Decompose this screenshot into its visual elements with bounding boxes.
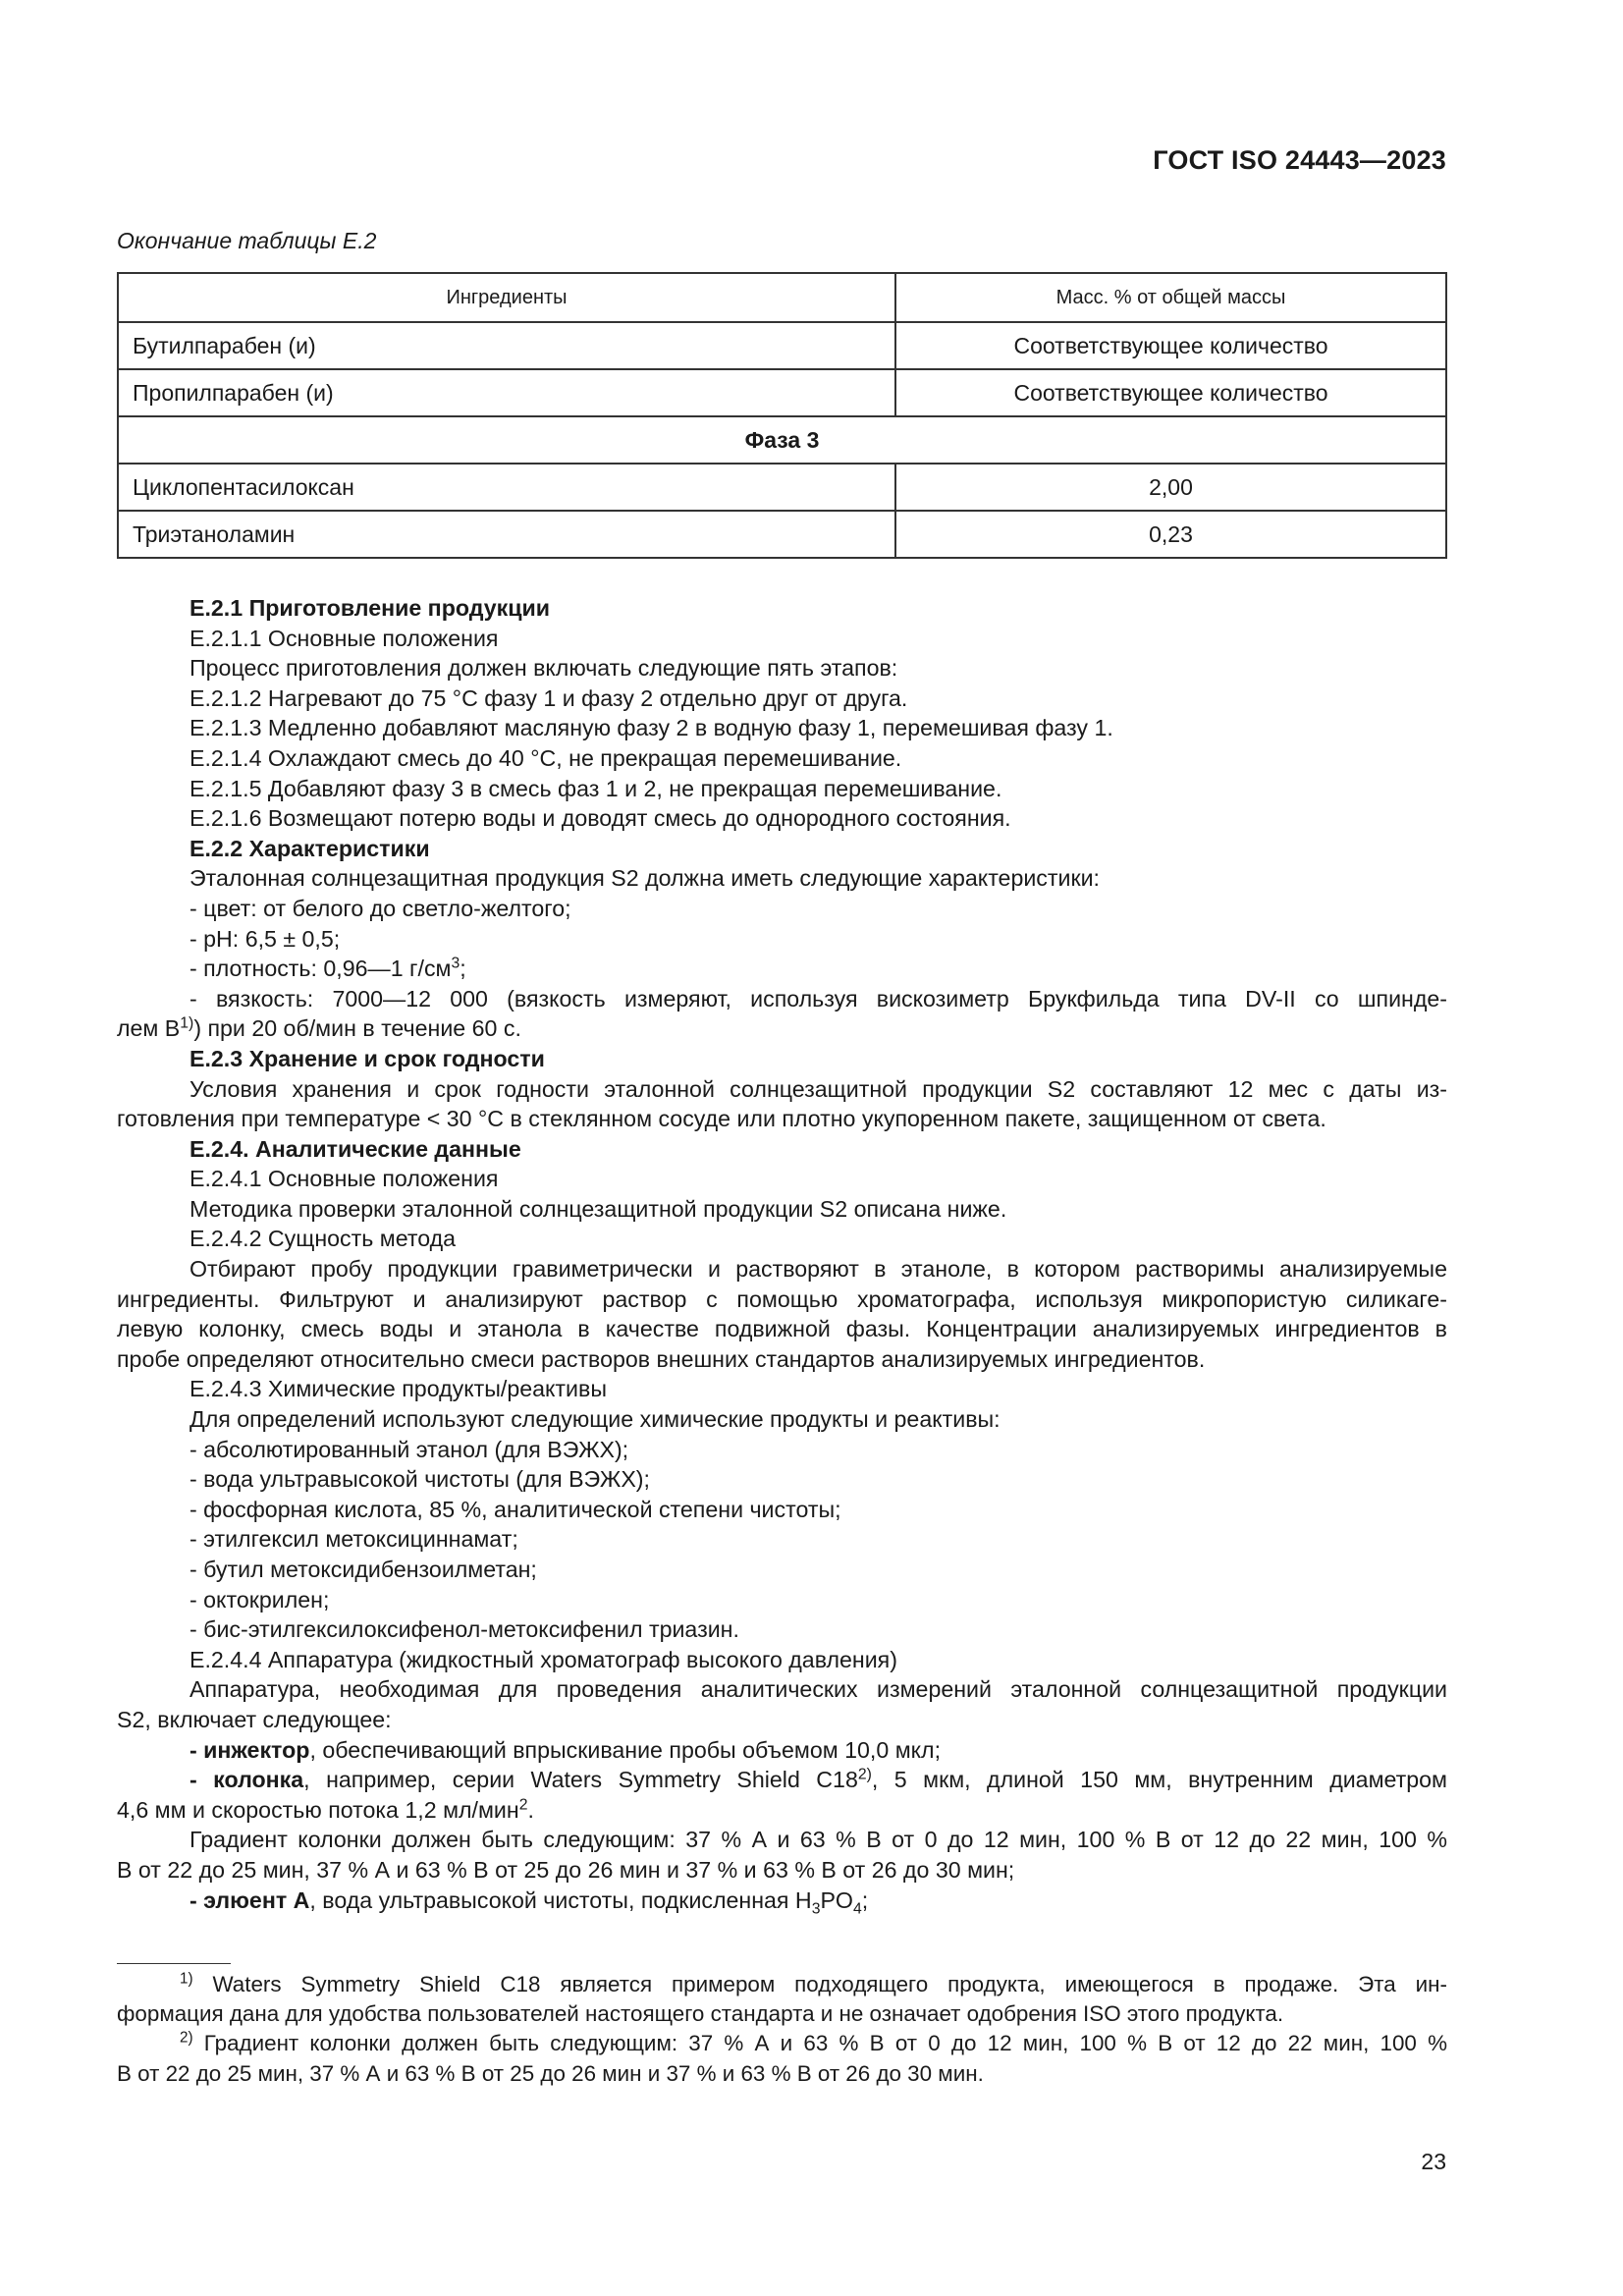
section-heading: Е.2.3 Хранение и срок годности bbox=[189, 1045, 545, 1071]
text-run: 4,6 мм и скоростью потока 1,2 мл/мин bbox=[117, 1796, 519, 1823]
subsection-heading: Е.2.4.3 Химические продукты/реактивы bbox=[189, 1376, 607, 1402]
paragraph: Эталонная солнцезащитная продукция S2 должна иметь следующие характеристики: bbox=[189, 865, 1100, 892]
section-heading: Е.2.1 Приготовление продукции bbox=[189, 595, 550, 621]
footnote-ref: 2) bbox=[857, 1766, 872, 1783]
text-run: . bbox=[527, 1796, 534, 1823]
list-item bbox=[117, 1735, 1447, 1766]
table-phase-row bbox=[118, 416, 1446, 464]
term: - элюент А bbox=[189, 1886, 310, 1913]
ingredient-name: Пропилпарабен (и) bbox=[118, 369, 895, 416]
subscript: 4 bbox=[852, 1900, 862, 1918]
subsection-heading: Е.2.4.4 Аппаратура (жидкостный хроматограф высокого давления) bbox=[189, 1646, 897, 1672]
column-header-ingredients: Ингредиенты bbox=[118, 273, 895, 322]
paragraph: Отбирают пробу продукции гравиметрически и растворяют в этаноле, в котором растворимы анализируемые bbox=[189, 1256, 1447, 1283]
list-item: - этилгексил метоксициннамат; bbox=[189, 1526, 518, 1553]
text-run: лем В bbox=[117, 1015, 181, 1042]
paragraph-continuation: ингредиенты. Фильтруют и анализируют раствор с помощью хроматографа, используя микропористую силикаге- bbox=[117, 1285, 1447, 1312]
section-heading: Е.2.4. Аналитические данные bbox=[189, 1135, 521, 1162]
table-row bbox=[118, 464, 1446, 511]
text-run: , вода ультравысокой чистоты, подкисленная H bbox=[309, 1886, 812, 1913]
paragraph: Методика проверки эталонной солнцезащитной продукции S2 описана ниже. bbox=[189, 1195, 1007, 1222]
list-item: - абсолютированный этанол (для ВЭЖХ); bbox=[189, 1436, 629, 1462]
paragraph-continuation: S2, включает следующее: bbox=[117, 1706, 392, 1732]
paragraph: Е.2.1.6 Возмещают потерю воды и доводят смесь до однородного состояния. bbox=[189, 805, 1011, 832]
table-header-row bbox=[118, 273, 1446, 322]
ingredient-value: 2,00 bbox=[895, 464, 1446, 511]
text-run: Градиент колонки должен быть следующим: 37 % А и 63 % В от 0 до 12 мин, 100 % В от 12 до 22 мин, 100 % bbox=[192, 2031, 1447, 2056]
list-item-continuation bbox=[117, 1013, 1447, 1044]
footnote-continuation: В от 22 до 25 мин, 37 % А и 63 % В от 25 до 26 мин и 37 % и 63 % В от 26 до 30 мин. bbox=[117, 2060, 984, 2086]
list-item: - цвет: от белого до светло-желтого; bbox=[189, 895, 571, 921]
footnote bbox=[117, 1970, 1447, 1999]
subsection-heading: Е.2.4.1 Основные положения bbox=[189, 1166, 499, 1192]
text-run: , например, серии Waters Symmetry Shield C18 bbox=[303, 1767, 858, 1793]
footnote bbox=[117, 2029, 1447, 2058]
document-number: ГОСТ ISO 24443—2023 bbox=[1153, 145, 1446, 175]
footnote-separator bbox=[117, 1963, 231, 1964]
footnotes bbox=[117, 1970, 1447, 2089]
footnote-mark: 1) bbox=[180, 1970, 193, 1988]
paragraph-continuation: пробе определяют относительно смеси растворов внешних стандартов анализируемых ингредиентов. bbox=[117, 1345, 1206, 1372]
footnote-mark: 2) bbox=[180, 2029, 193, 2047]
term: - инжектор bbox=[189, 1736, 310, 1763]
paragraph: Процесс приготовления должен включать следующие пять этапов: bbox=[189, 655, 898, 682]
subscript: 3 bbox=[811, 1900, 821, 1918]
ingredient-name: Бутилпарабен (и) bbox=[118, 322, 895, 369]
list-item: - рН: 6,5 ± 0,5; bbox=[189, 925, 341, 952]
text-run: ; bbox=[861, 1886, 869, 1913]
text-run: ; bbox=[460, 956, 466, 982]
term: - колонка bbox=[189, 1767, 304, 1793]
paragraph-continuation: готовления при температуре < 30 °С в стеклянном сосуде или плотно укупоренном пакете, защищенном от света. bbox=[117, 1106, 1326, 1132]
list-item-continuation bbox=[117, 1795, 1447, 1826]
list-item bbox=[117, 954, 1447, 984]
text-run: , обеспечивающий впрыскивание пробы объемом 10,0 мкл; bbox=[309, 1736, 942, 1763]
list-item: - фосфорная кислота, 85 %, аналитической степени чистоты; bbox=[189, 1496, 841, 1522]
table-caption: Окончание таблицы Е.2 bbox=[117, 228, 377, 253]
list-item: - бутил метоксидибензоилметан; bbox=[189, 1557, 537, 1582]
phase-label: Фаза 3 bbox=[118, 416, 1446, 464]
paragraph: Для определений используют следующие химические продукты и реактивы: bbox=[189, 1406, 1001, 1433]
footnote-ref: 1) bbox=[180, 1014, 194, 1032]
subsection-heading: Е.2.4.2 Сущность метода bbox=[189, 1226, 457, 1252]
text-run: ) при 20 об/мин в течение 60 с. bbox=[193, 1015, 521, 1042]
superscript: 2 bbox=[518, 1796, 528, 1814]
ingredient-value: Соответствующее количество bbox=[895, 322, 1446, 369]
table-row bbox=[118, 511, 1446, 558]
paragraph: Градиент колонки должен быть следующим: 37 % А и 63 % В от 0 до 12 мин, 100 % В от 12 до 22 мин, 100 % bbox=[189, 1827, 1447, 1853]
table-row bbox=[118, 369, 1446, 416]
footnote-continuation: формация дана для удобства пользователей настоящего стандарта и не означает одобрения ISO этого продукта. bbox=[117, 2001, 1284, 2027]
list-item: - октокрилен; bbox=[189, 1586, 330, 1613]
ingredient-name: Циклопентасилоксан bbox=[118, 464, 895, 511]
list-item: - бис-этилгексилоксифенол-метоксифенил триазин. bbox=[189, 1616, 739, 1643]
text-run: PO bbox=[820, 1886, 853, 1913]
paragraph: Аппаратура, необходимая для проведения аналитических измерений эталонной солнцезащитной продукции bbox=[189, 1676, 1447, 1703]
text-run: - плотность: 0,96—1 г/см bbox=[189, 956, 452, 982]
subsection-heading: Е.2.1.1 Основные положения bbox=[189, 625, 499, 651]
paragraph: Е.2.1.5 Добавляют фазу 3 в смесь фаз 1 и 2, не прекращая перемешивание. bbox=[189, 775, 1002, 801]
superscript: 3 bbox=[451, 955, 460, 972]
list-item: - вода ультравысокой чистоты (для ВЭЖХ); bbox=[189, 1466, 650, 1493]
text-run: Waters Symmetry Shield C18 является примером подходящего продукта, имеющегося в продаже. Эта ин- bbox=[192, 1972, 1447, 1996]
table-row bbox=[118, 322, 1446, 369]
body-text bbox=[117, 593, 1447, 1918]
list-item bbox=[117, 1886, 1447, 1916]
column-header-mass-percent: Масс. % от общей массы bbox=[895, 273, 1446, 322]
ingredient-value: Соответствующее количество bbox=[895, 369, 1446, 416]
ingredients-table bbox=[117, 272, 1447, 559]
list-item: - вязкость: 7000—12 000 (вязкость измеряют, используя вискозиметр Брукфильда типа DV-II со шпинде- bbox=[189, 985, 1447, 1011]
paragraph-continuation: В от 22 до 25 мин, 37 % А и 63 % В от 25 до 26 мин и 37 % и 63 % В от 26 до 30 мин; bbox=[117, 1856, 1015, 1883]
paragraph: Е.2.1.2 Нагревают до 75 °С фазу 1 и фазу 2 отдельно друг от друга. bbox=[189, 684, 908, 711]
text-run: , 5 мкм, длиной 150 мм, внутренним диаметром bbox=[871, 1767, 1447, 1793]
paragraph: Е.2.1.4 Охлаждают смесь до 40 °С, не прекращая перемешивание. bbox=[189, 744, 902, 771]
paragraph-continuation: левую колонку, смесь воды и этанола в качестве подвижной фазы. Концентрации анализируемых ингредиентов в bbox=[117, 1316, 1447, 1342]
ingredient-value: 0,23 bbox=[895, 511, 1446, 558]
paragraph: Е.2.1.3 Медленно добавляют масляную фазу 2 в водную фазу 1, перемешивая фазу 1. bbox=[189, 715, 1113, 741]
ingredient-name: Триэтаноламин bbox=[118, 511, 895, 558]
page-number: 23 bbox=[1421, 2149, 1446, 2174]
paragraph: Условия хранения и срок годности эталонной солнцезащитной продукции S2 составляют 12 мес с даты из- bbox=[189, 1075, 1447, 1102]
list-item bbox=[117, 1765, 1447, 1795]
section-heading: Е.2.2 Характеристики bbox=[189, 835, 430, 861]
